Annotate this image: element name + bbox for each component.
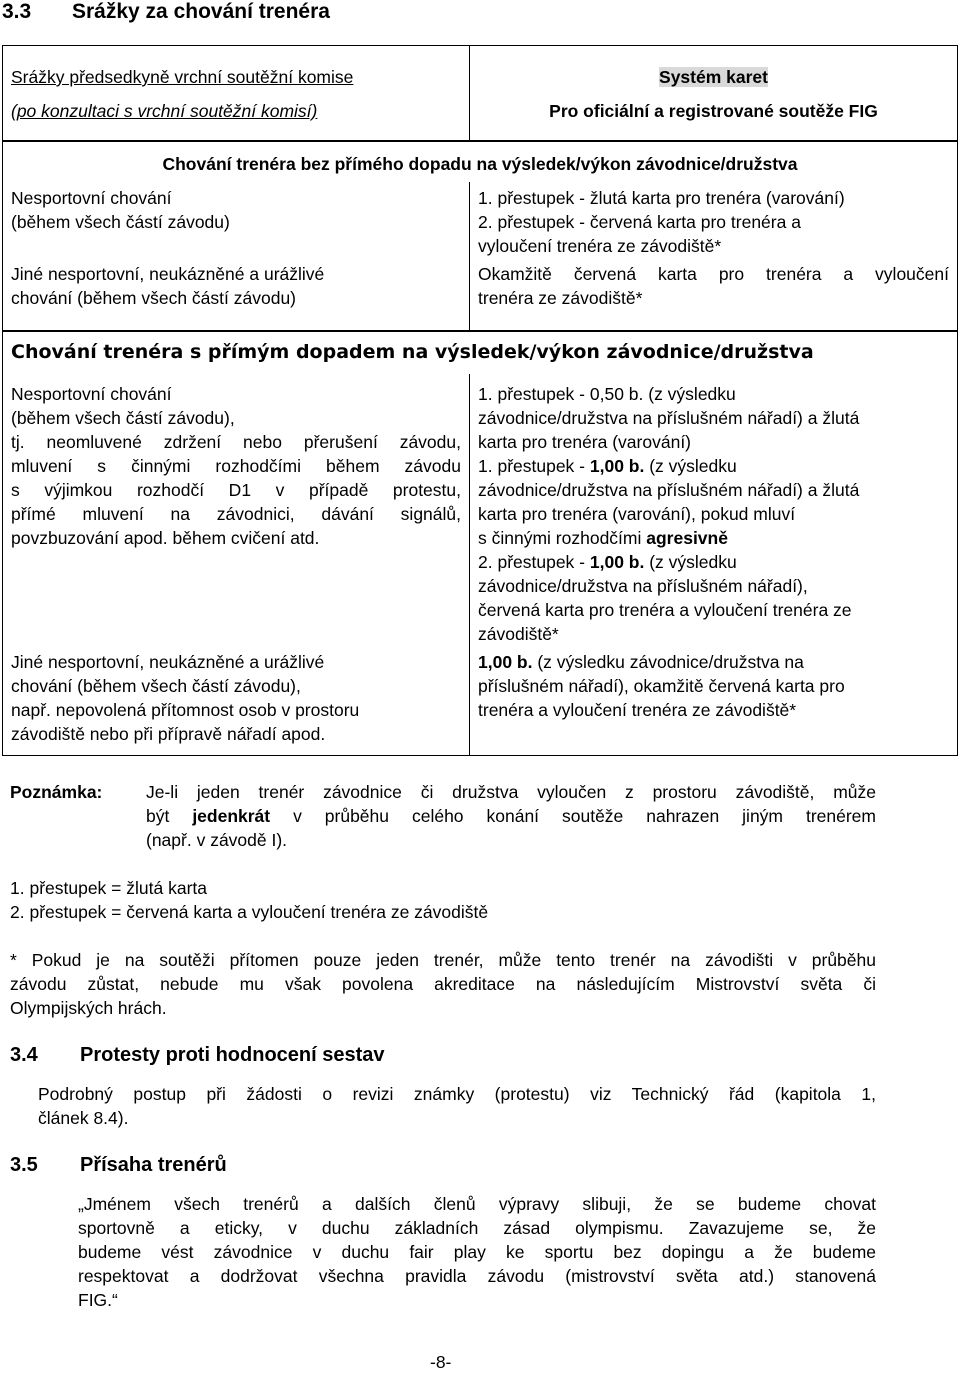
block2-row2-left: Jiné nesportovní, neukázněné a urážlivé chování (během všech částí závodu), např. nepovolená přítomnost osob v prostoru závodiště nebo při přípravě nářadí apod. [11,652,360,744]
section-title: Srážky za chování trenéra [72,0,330,23]
card-system-heading: Systém karet [659,67,768,87]
header-right-cell [470,46,958,141]
block1-row2-left: Jiné nesportovní, neukázněné a urážlivé chování (během všech částí závodu) [11,264,325,308]
section-3-4-body: Podrobný postup při žádosti o revizi známky (protestu) viz Technický řád (kapitola 1, článek 8.4). [38,1084,876,1128]
committee-deductions-heading: Srážky předsedkyně vrchní soutěžní komise [11,67,354,87]
note-label: Poznámka: [10,782,103,802]
block2-row1-left: Nesportovní chování (během všech částí závodu), tj. neomluvené zdržení nebo přerušení závodu, mluvení s činnými rozhodčími během závodu s výjimkou rozhodčí D1 v případě protestu, přímé mluvení na závodnici, dávání signálů, povzbuzování apod. během cvičení atd. [11,384,461,548]
header-table [2,45,958,141]
block2-title: Chování trenéra s přímým dopadem na výsledek/výkon závodnice/družstva [11,341,814,363]
page-number: -8- [430,1352,452,1372]
footnote: * Pokud je na soutěži přítomen pouze jeden trenér, může tento trenér na závodišti v průběhu závodu zůstat, nebude mu však povolena akreditace na následujícím Mistrovství světa či Olympijských hrách. [10,950,876,1018]
section-number: 3.3 [2,0,32,23]
section-heading-3-5: 3.5 Přísaha trenérů [10,1154,227,1176]
block1-table [2,141,958,331]
section-heading-3-4: 3.4 Protesty proti hodnocení sestav [10,1044,385,1066]
section-heading-3-3 [2,0,330,24]
block1-left-cell [3,182,470,331]
block1-title: Chování trenéra bez přímého dopadu na výsledek/výkon závodnice/družstva [162,154,798,174]
competitions-scope: Pro oficiální a registrované soutěže FIG [549,101,878,121]
block2-table [2,331,958,756]
block2-row2-right: 1,00 b. (z výsledku závodnice/družstva na příslušném nářadí), okamžitě červená karta pro trenéra a vyloučení trenéra ze závodiště* [478,652,845,720]
header-left-cell [3,46,470,141]
block1-row2-right: Okamžitě červená karta pro trenéra a vyloučení trenéra ze závodiště* [478,264,949,308]
block2-row1-right: 1. přestupek - 0,50 b. (z výsledku závodnice/družstva na příslušném nářadí) a žlutá karta pro trenéra (varování) 1. přestupek - 1,00 b. (z výsledku závodnice/družstva na příslušném nářadí) a žlutá karta pro trenéra (varování), pokud mluví s činnými rozhodčími agresivně 2. přestupek - 1,00 b. (z výsledku závodnice/družstva na příslušném nářadí), červená karta pro trenéra a vyloučení trenéra ze závodiště* [478,384,860,644]
block2-right-cell [470,374,958,756]
block1-title-cell [3,142,958,183]
note-text: Je-li jeden trenér závodnice či družstva vyloučen z prostoru závodiště, může být jedenkrát v průběhu celého konání soutěže nahrazen jiným trenérem (např. v závodě I). [146,782,876,850]
block1-right-cell [470,182,958,331]
block1-row1-left: Nesportovní chování (během všech částí závodu) [11,188,230,232]
committee-consultation-note: (po konzultaci s vrchní soutěžní komisí) [11,101,318,121]
offence-summary: 1. přestupek = žlutá karta 2. přestupek = červená karta a vyloučení trenéra ze závodiště [10,878,489,922]
coaches-oath: „Jménem všech trenérů a dalších členů výpravy slibuji, že se budeme chovat sportovně a eticky, v duchu základních zásad olympismu. Zavazujeme se, že budeme vést závodnice v duchu fair play ke sportu bez dopingu a že budeme respektovat a dodržovat všechna pravidla závodu (mistrovství světa atd.) stanovená FIG.“ [78,1194,876,1310]
block2-left-cell [3,374,470,756]
block1-row1-right: 1. přestupek - žlutá karta pro trenéra (varování) 2. přestupek - červená karta pro trenéra a vyloučení trenéra ze závodiště* [478,188,845,256]
block2-title-cell [3,332,958,375]
